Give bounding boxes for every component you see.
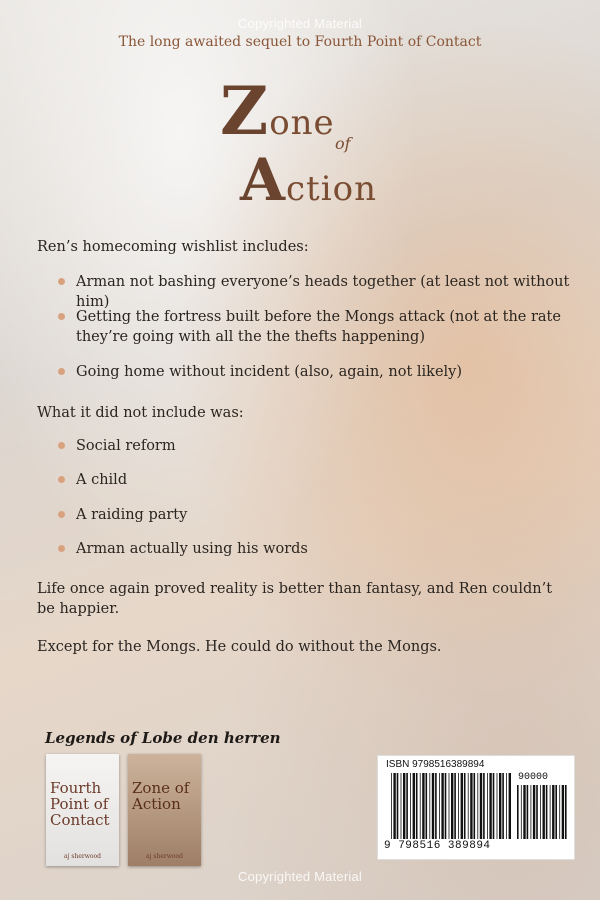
watermark-top: Copyrighted Material [238, 16, 362, 31]
not-included-item-text: A raiding party [76, 507, 188, 523]
bullet-icon [58, 545, 65, 552]
not-included-item-text: Arman actually using his words [76, 541, 308, 557]
blurb-intro: Ren’s homecoming wishlist includes: [37, 239, 309, 255]
bullet-icon [58, 278, 65, 285]
blurb-closing: Except for the Mongs. He could do without the Mongs. [37, 639, 442, 655]
wishlist-item-text: Getting the fortress built before the Mongs attack (not at the rate they’re going with all the the thefts happening) [76, 309, 561, 345]
not-included-item [58, 436, 578, 456]
title-word-one: one [269, 103, 335, 143]
not-included-item [58, 505, 578, 525]
title-of: of [335, 134, 351, 153]
bullet-icon [58, 368, 65, 375]
cover-author: aj sherwood [64, 853, 101, 860]
title-initial-a: A [240, 146, 287, 214]
wishlist-item-text: Going home without incident (also, again, not likely) [76, 364, 463, 380]
bullet-icon [58, 442, 65, 449]
price-code: 90000 [518, 772, 549, 783]
barcode-addon-bars [516, 785, 568, 839]
cover-author: aj sherwood [146, 853, 183, 860]
not-included-intro: What it did not include was: [37, 405, 244, 421]
bullet-icon [58, 313, 65, 320]
series-title: Legends of Lobe den herren [45, 729, 281, 747]
not-included-item [58, 470, 578, 490]
tagline: The long awaited sequel to Fourth Point of Contact [118, 34, 482, 50]
bullet-icon [58, 511, 65, 518]
watermark-bottom: Copyrighted Material [238, 869, 362, 884]
wishlist-item [58, 307, 578, 347]
title-line-2 [240, 146, 377, 214]
barcode-main-bars [390, 773, 512, 839]
not-included-item-text: A child [76, 472, 128, 488]
isbn-label: ISBN 9798516389894 [386, 759, 485, 770]
isbn-barcode [377, 755, 575, 860]
book-title [210, 62, 410, 212]
not-included-item [58, 539, 578, 559]
bullet-icon [58, 476, 65, 483]
cover-title: Fourth Point of Contact [50, 779, 110, 829]
series-book-cover-2 [128, 754, 201, 866]
wishlist-item [58, 362, 578, 382]
title-initial-z: Z [220, 72, 270, 150]
cover-title: Zone of Action [132, 779, 190, 813]
wishlist-item-text: Arman not bashing everyone’s heads together (at least not without him) [76, 274, 570, 310]
wishlist-item [58, 272, 578, 312]
title-line-1 [220, 72, 335, 150]
not-included-item-text: Social reform [76, 438, 176, 454]
blurb-conclusion: Life once again proved reality is better than fantasy, and Ren couldn’t be happier. [37, 581, 553, 617]
isbn-digits: 9 798516 389894 [384, 840, 491, 852]
title-word-ction: ction [286, 169, 377, 209]
series-book-cover-1 [46, 754, 119, 866]
